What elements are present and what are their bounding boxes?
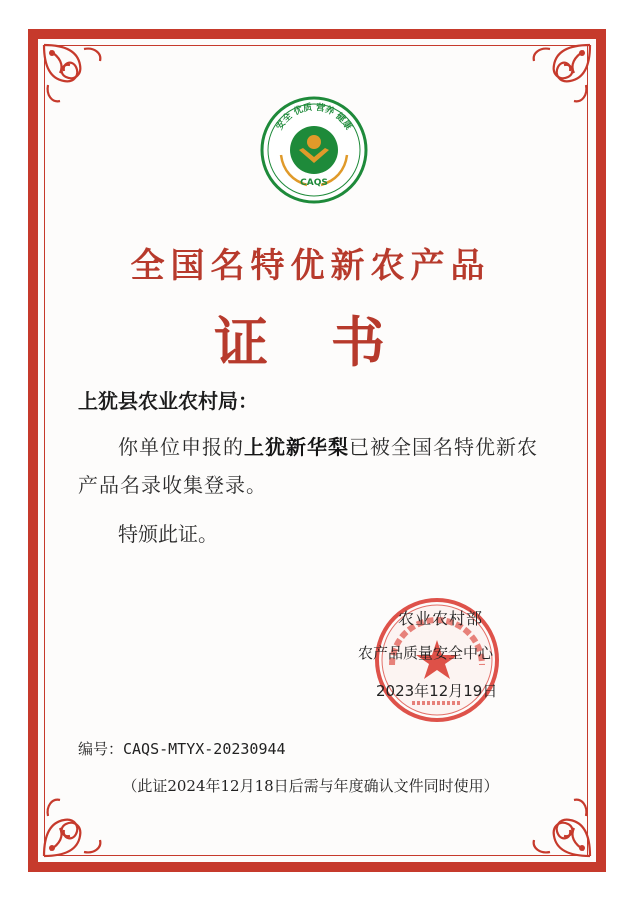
issuer-line-1: 农业农村部: [398, 609, 484, 628]
serial-number: 编号：CAQS-MTYX-20230944: [78, 740, 286, 758]
recipient: 上犹县农业农村局：: [78, 389, 258, 413]
certificate-body: [78, 428, 558, 504]
issue-date: 2023年12月19日: [376, 682, 498, 700]
corner-ornament-icon: [38, 39, 118, 119]
product-name: 上犹新华梨: [244, 435, 349, 459]
certificate-title: 全国名特优新农产品: [130, 246, 491, 286]
validity-note: （此证2024年12月18日后需与年度确认文件同时使用）: [122, 777, 499, 795]
logo-arc-text: 安全 优质 营养 健康: [274, 102, 354, 132]
body-prefix: 你单位申报的: [118, 435, 244, 459]
body-suffix: 已被全国名特优新农产品名录收集登录。: [78, 435, 538, 497]
issuer-line-2: 农产品质量安全中心: [358, 644, 494, 662]
caqs-logo-icon: [259, 95, 369, 205]
certificate-subtitle: 证 书: [214, 310, 407, 374]
special-statement: 特颁此证。: [118, 522, 218, 546]
corner-ornament-icon: [516, 39, 596, 119]
logo-code: CAQS: [300, 178, 328, 188]
